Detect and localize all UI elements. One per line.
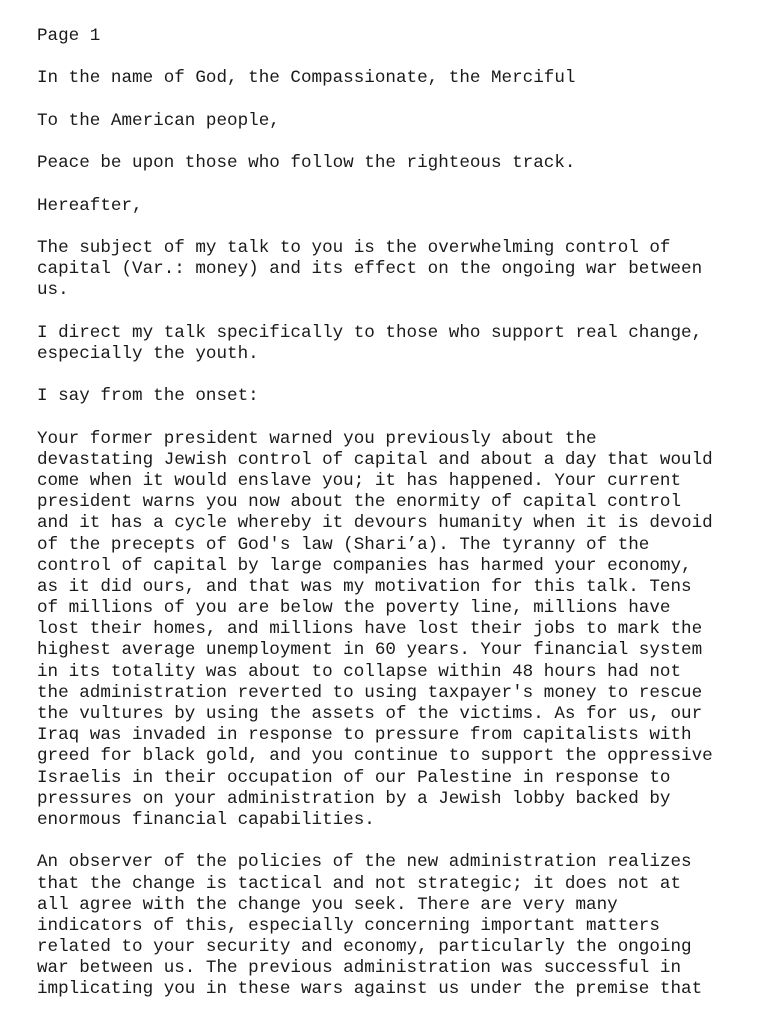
text-line: come when it would enslave you; it has happened. Your current (37, 470, 682, 491)
text-line: devastating Jewish control of capital and about a day that would (37, 449, 713, 470)
text-line: The subject of my talk to you is the overwhelming control of (37, 237, 671, 258)
paragraph (37, 386, 767, 407)
paragraph (37, 68, 767, 89)
text-line: enormous financial capabilities. (37, 809, 375, 830)
text-line: of millions of you are below the poverty line, millions have (37, 598, 671, 619)
text-line: war between us. The previous administration was successful in (37, 958, 682, 979)
paragraph (37, 852, 767, 1000)
text-line: Israelis in their occupation of our Palestine in response to (37, 767, 671, 788)
text-line: us. (37, 280, 69, 301)
text-line: To the American people, (37, 110, 280, 131)
text-line: especially the youth. (37, 343, 259, 364)
document-body (37, 68, 767, 1000)
text-line: Peace be upon those who follow the righteous track. (37, 153, 576, 174)
text-line: and it has a cycle whereby it devours humanity when it is devoid (37, 513, 713, 534)
paragraph (37, 323, 767, 365)
text-line: control of capital by large companies has harmed your economy, (37, 555, 692, 576)
text-line: I say from the onset: (37, 386, 259, 407)
text-line: as it did ours, and that was my motivation for this talk. Tens (37, 576, 692, 597)
page-label (37, 26, 767, 47)
text-line: the vultures by using the assets of the victims. As for us, our (37, 704, 703, 724)
text-line: Iraq was invaded in response to pressure from capitalists with (37, 725, 692, 746)
text-line: the administration reverted to using taxpayer's money to rescue (37, 682, 703, 703)
text-line: In the name of God, the Compassionate, the Merciful (37, 68, 576, 89)
text-line: Hereafter, (37, 195, 143, 216)
text-line: Your former president warned you previously about the (37, 428, 597, 449)
text-line: capital (Var.: money) and its effect on the ongoing war between (37, 259, 703, 280)
page-number: Page 1 (37, 26, 101, 46)
document-page (37, 26, 767, 1022)
paragraph (37, 111, 767, 132)
text-line: all agree with the change you seek. There are very many (37, 894, 618, 915)
paragraph (37, 429, 767, 832)
text-line: in its totality was about to collapse within 48 hours had not (37, 661, 682, 682)
text-line: pressures on your administration by a Jewish lobby backed by (37, 788, 671, 809)
text-line: indicators of this, especially concerning important matters (37, 915, 660, 936)
text-line: I direct my talk specifically to those who support real change, (37, 322, 703, 343)
text-line: greed for black gold, and you continue to support the oppressive (37, 746, 713, 767)
paragraph (37, 238, 767, 302)
text-line: president warns you now about the enormity of capital control (37, 492, 682, 513)
text-line: that the change is tactical and not strategic; it does not at (37, 873, 682, 894)
text-line: of the precepts of God's law (Shari’a). The tyranny of the (37, 534, 650, 555)
text-line: lost their homes, and millions have lost their jobs to mark the (37, 619, 703, 640)
text-line: related to your security and economy, particularly the ongoing (37, 937, 692, 958)
text-line: implicating you in these wars against us under the premise that (37, 979, 703, 1000)
text-line: highest average unemployment in 60 years. Your financial system (37, 640, 703, 661)
text-line: An observer of the policies of the new administration realizes (37, 852, 692, 873)
paragraph (37, 196, 767, 217)
paragraph (37, 153, 767, 174)
